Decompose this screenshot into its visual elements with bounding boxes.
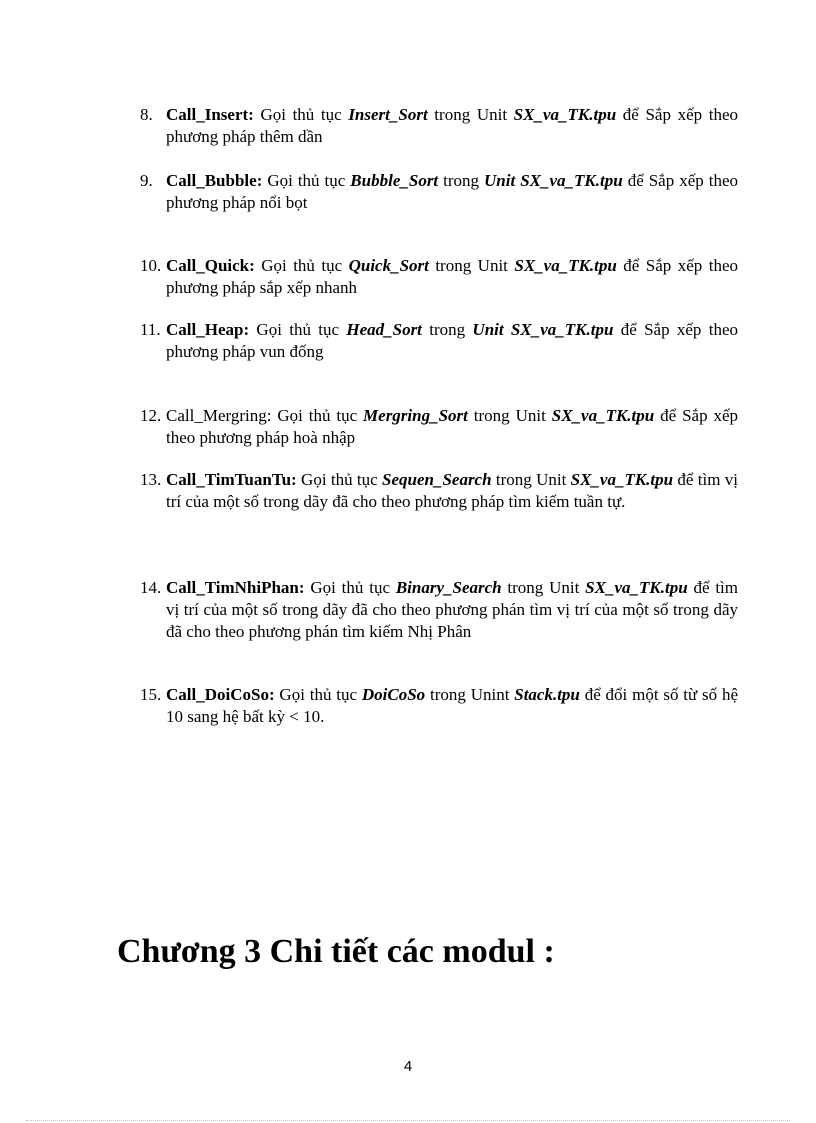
item-text: Gọi thủ tục (249, 320, 347, 339)
unit-file: SX_va_TK.tpu (514, 256, 617, 275)
unit-file: SX_va_TK.tpu (520, 171, 623, 190)
unit-word: Unit (476, 105, 508, 124)
item-text: để Sắp xếp theo phương pháp thêm dần (166, 105, 739, 146)
item-text: Gọi thủ tục (271, 406, 364, 425)
procedure-name: Call_TimNhiPhan: (166, 578, 305, 597)
unit-file: SX_va_TK.tpu (570, 470, 674, 489)
list-item (140, 405, 738, 449)
list-item (140, 469, 738, 513)
item-text: Gọi thủ tục (304, 578, 396, 597)
item-text: trong (421, 320, 473, 339)
procedure-name: Call_Heap: (166, 320, 250, 339)
item-text: trong (425, 685, 471, 704)
item-text: Gọi thủ tục (296, 470, 382, 489)
unit-file: SX_va_TK.tpu (551, 406, 655, 425)
item-text: trong (427, 105, 477, 124)
procedure-name: Call_Insert: (166, 105, 254, 124)
unit-word: Unit (477, 256, 508, 275)
item-text: để tìm vị trí của một số trong dãy đã cho theo phương pháp tìm kiếm tuần tự. (166, 470, 738, 511)
sort-procedure: Quick_Sort (348, 256, 429, 275)
item-number: 11. (140, 320, 161, 339)
unit-word: Unit (472, 320, 504, 339)
unit-file: SX_va_TK.tpu (585, 578, 688, 597)
item-text: Gọi thủ tục (274, 685, 362, 704)
item-number: 13. (140, 470, 162, 489)
item-text: Gọi thủ tục (253, 105, 349, 124)
item-text: để Sắp xếp theo phương pháp sắp xếp nhanh (166, 256, 739, 297)
item-text: để đổi một số từ số hệ 10 sang hệ bất kỳ < 10. (166, 685, 738, 726)
item-text: trong (501, 578, 550, 597)
page-number: 4 (403, 1058, 413, 1075)
item-number: 15. (140, 685, 162, 704)
sort-procedure: Head_Sort (346, 320, 422, 339)
sort-procedure: Bubble_Sort (350, 171, 439, 190)
list-item (140, 684, 738, 728)
page-bottom-divider (26, 1120, 790, 1121)
item-text: trong (467, 406, 516, 425)
item-number: 10. (140, 256, 162, 275)
unit-word: Unit (536, 470, 567, 489)
item-text: để Sắp xếp theo phương pháp nổi bọt (166, 171, 739, 212)
procedure-name: Call_Mergring: (166, 406, 272, 425)
item-number: 9. (140, 171, 153, 190)
procedure-name: Call_DoiCoSo: (166, 685, 275, 704)
unit-file: Stack.tpu (514, 685, 580, 704)
list-item (140, 255, 738, 299)
unit-file: SX_va_TK.tpu (513, 105, 617, 124)
list-item (140, 104, 738, 148)
item-text: trong (428, 256, 478, 275)
item-text: để tìm vị trí của một số trong dãy đã cho theo phương phán tìm vị trí của một số trong dãy đã cho theo phương phán tìm kiếm Nhị Phân (166, 578, 739, 641)
item-text: để Sắp xếp theo phương pháp vun đống (166, 320, 739, 361)
unit-word: Unit (549, 578, 580, 597)
item-text: Gọi thủ tục (262, 171, 351, 190)
item-text: để Sắp xếp theo phương pháp hoà nhập (166, 406, 739, 447)
list-item (140, 577, 738, 643)
search-procedure: Binary_Search (395, 578, 502, 597)
convert-procedure: DoiCoSo (361, 685, 426, 704)
list-item (140, 319, 738, 363)
unit-file: SX_va_TK.tpu (510, 320, 614, 339)
sort-procedure: Insert_Sort (348, 105, 428, 124)
unit-word: Unit (484, 171, 516, 190)
item-text: Gọi thủ tục (254, 256, 349, 275)
item-text: trong (491, 470, 537, 489)
item-number: 8. (140, 105, 153, 124)
item-text: trong (438, 171, 485, 190)
sort-procedure: Mergring_Sort (363, 406, 468, 425)
procedure-name: Call_Quick: (166, 256, 255, 275)
unit-word: Unint (470, 685, 510, 704)
list-item (140, 170, 738, 214)
chapter-heading: Chương 3 Chi tiết các modul : (117, 933, 555, 970)
item-number: 14. (140, 578, 162, 597)
unit-word: Unit (515, 406, 546, 425)
procedure-name: Call_TimTuanTu: (166, 470, 297, 489)
item-number: 12. (140, 406, 162, 425)
search-procedure: Sequen_Search (381, 470, 492, 489)
procedure-name: Call_Bubble: (166, 171, 263, 190)
